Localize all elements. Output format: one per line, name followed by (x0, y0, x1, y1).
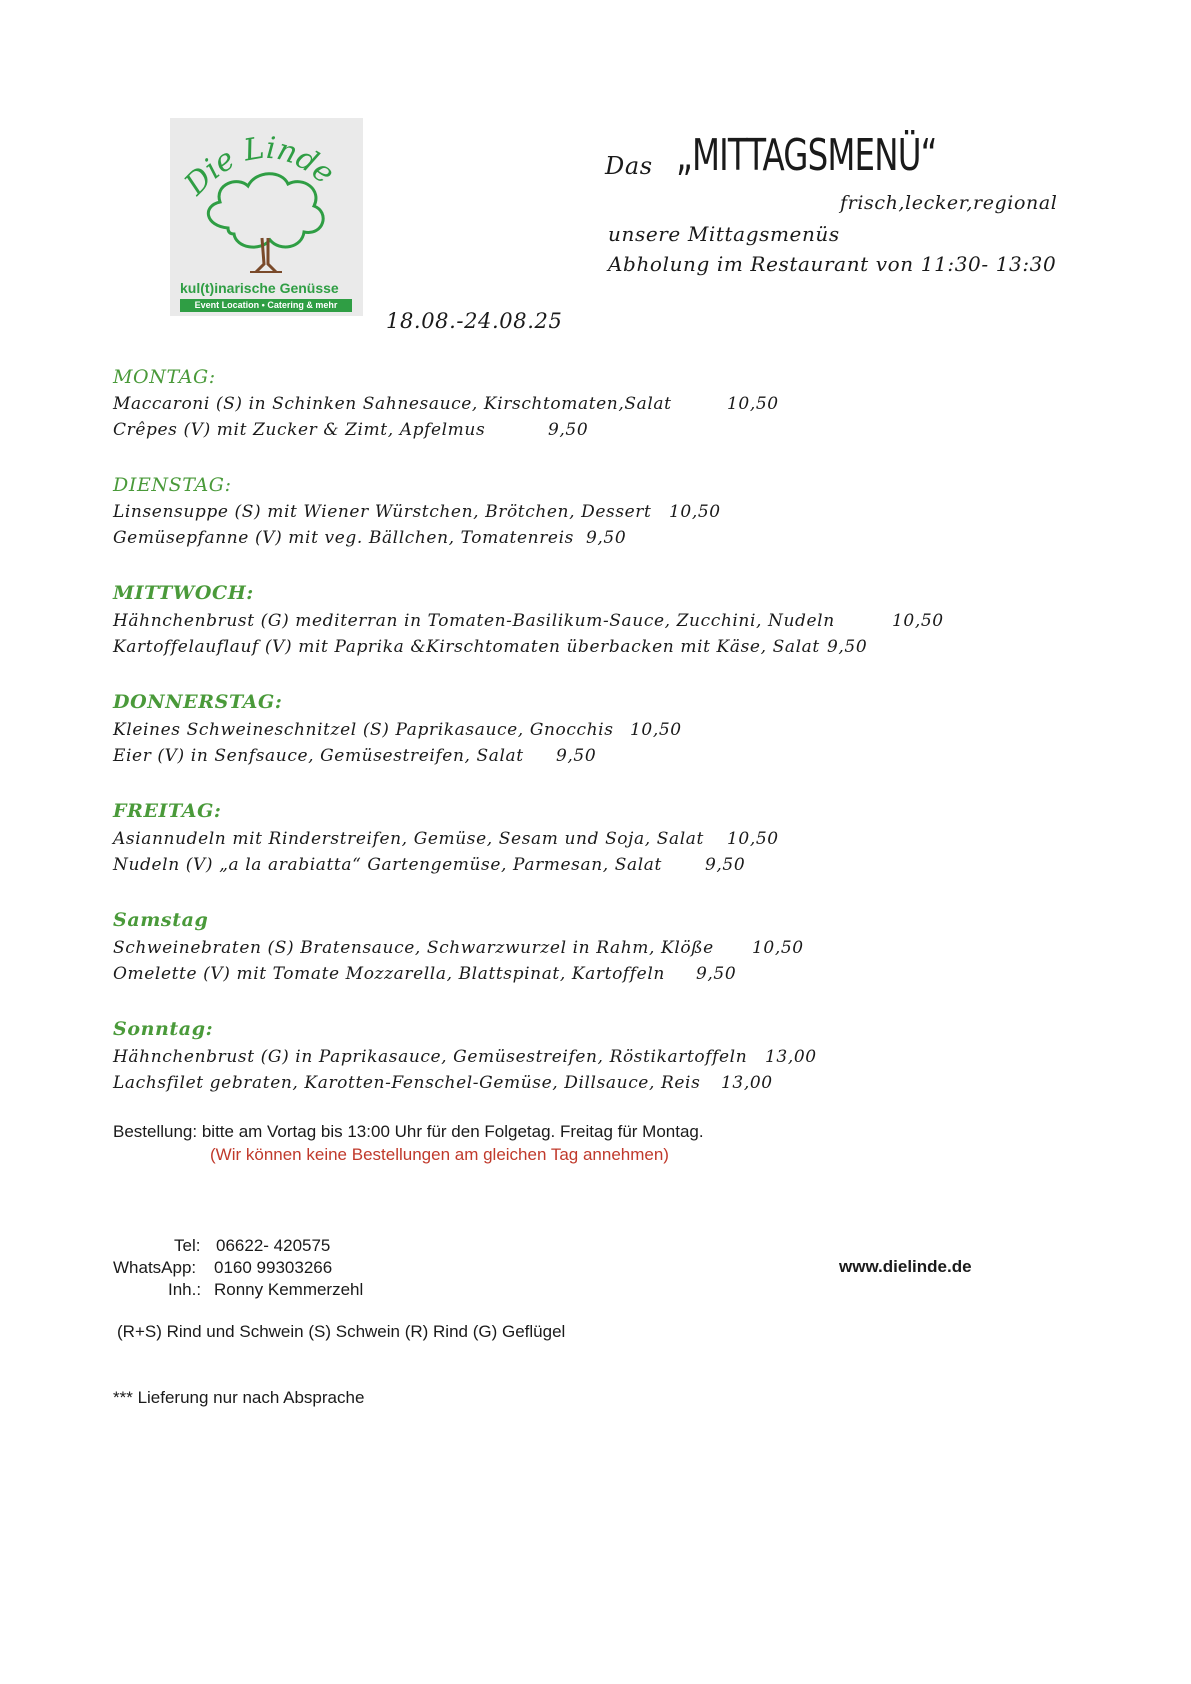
menu-item: Maccaroni (S) in Schinken Sahnesauce, Kirschtomaten,Salat (113, 394, 672, 414)
day-tuesday: DIENSTAG: (113, 474, 232, 496)
logo-name: Die Linde (177, 130, 342, 203)
tel-label: Tel: (174, 1236, 201, 1255)
owner-name: Ronny Kemmerzehl (214, 1280, 364, 1299)
menu-item: Linsensuppe (S) mit Wiener Würstchen, Brötchen, Dessert (113, 502, 652, 522)
menu-price: 10,50 (892, 611, 944, 631)
day-thursday: DONNERSTAG: (113, 691, 283, 713)
header-tagline: frisch,lecker,regional (840, 192, 1058, 214)
day-wednesday: MITTWOCH: (113, 582, 254, 604)
day-sunday: Sonntag: (113, 1018, 214, 1040)
day-monday: MONTAG: (113, 366, 216, 388)
menu-item: Hähnchenbrust (G) mediterran in Tomaten-Basilikum-Sauce, Zucchini, Nudeln (113, 611, 835, 631)
menu-price: 9,50 (586, 528, 627, 548)
menu-item: Lachsfilet gebraten, Karotten-Fenschel-Gemüse, Dillsauce, Reis (113, 1073, 701, 1093)
menu-price: 10,50 (669, 502, 721, 522)
pickup-hours: Abholung im Restaurant von 11:30- 13:30 (608, 252, 1057, 276)
order-warning: (Wir können keine Bestellungen am gleichen Tag annehmen) (210, 1145, 669, 1164)
order-note: Bestellung: bitte am Vortag bis 13:00 Uhr für den Folgetag. Freitag für Montag. (113, 1122, 704, 1141)
header-subtitle: unsere Mittagsmenüs (608, 222, 840, 246)
menu-item: Eier (V) in Senfsauce, Gemüsestreifen, Salat (113, 746, 524, 766)
menu-item: Crêpes (V) mit Zucker & Zimt, Apfelmus (113, 420, 486, 440)
menu-item: Kartoffelauflauf (V) mit Paprika &Kirschtomaten überbacken mit Käse, Salat (113, 637, 820, 657)
menu-item: Gemüsepfanne (V) mit veg. Bällchen, Tomatenreis (113, 528, 574, 548)
menu-price: 10,50 (727, 394, 779, 414)
menu-item: Asiannudeln mit Rinderstreifen, Gemüse, Sesam und Soja, Salat (113, 829, 704, 849)
delivery-note: *** Lieferung nur nach Absprache (113, 1388, 365, 1407)
day-friday: FREITAG: (113, 800, 222, 822)
menu-price: 9,50 (548, 420, 589, 440)
whatsapp-number: 0160 99303266 (214, 1258, 333, 1277)
owner-label: Inh.: (168, 1280, 202, 1299)
menu-price: 10,50 (752, 938, 804, 958)
menu-price: 9,50 (556, 746, 597, 766)
menu-item: Hähnchenbrust (G) in Paprikasauce, Gemüsestreifen, Röstikartoffeln (113, 1047, 748, 1067)
menu-price: 13,00 (721, 1073, 773, 1093)
menu-price: 10,50 (727, 829, 779, 849)
logo (170, 118, 363, 316)
logo-band: Event Location • Catering & mehr (180, 299, 352, 312)
whatsapp-label: WhatsApp: (113, 1258, 197, 1277)
allergen-legend: (R+S) Rind und Schwein (S) Schwein (R) Rind (G) Geflügel (117, 1322, 566, 1341)
day-saturday: Samstag (113, 909, 209, 931)
menu-item: Nudeln (V) „a la arabiatta“ Gartengemüse, Parmesan, Salat (113, 855, 662, 875)
website-link[interactable]: www.dielinde.de (839, 1257, 972, 1276)
page-title: „MITTAGSMENÜ“ (676, 130, 937, 181)
menu-item: Kleines Schweineschnitzel (S) Paprikasauce, Gnocchis (113, 720, 614, 740)
menu-price: 13,00 (765, 1047, 817, 1067)
menu-price: 10,50 (630, 720, 682, 740)
date-range: 18.08.-24.08.25 (386, 309, 563, 333)
svg-text:Die Linde (177, 131, 341, 203)
menu-price: 9,50 (696, 964, 737, 984)
tel-number: 06622- 420575 (216, 1236, 331, 1255)
logo-tagline: kul(t)inarische Genüsse (180, 280, 339, 296)
header-das: Das (605, 152, 653, 180)
menu-price: 9,50 (705, 855, 746, 875)
menu-item: Omelette (V) mit Tomate Mozzarella, Blattspinat, Kartoffeln (113, 964, 665, 984)
menu-item: Schweinebraten (S) Bratensauce, Schwarzwurzel in Rahm, Klöße (113, 938, 714, 958)
menu-price: 9,50 (827, 637, 868, 657)
